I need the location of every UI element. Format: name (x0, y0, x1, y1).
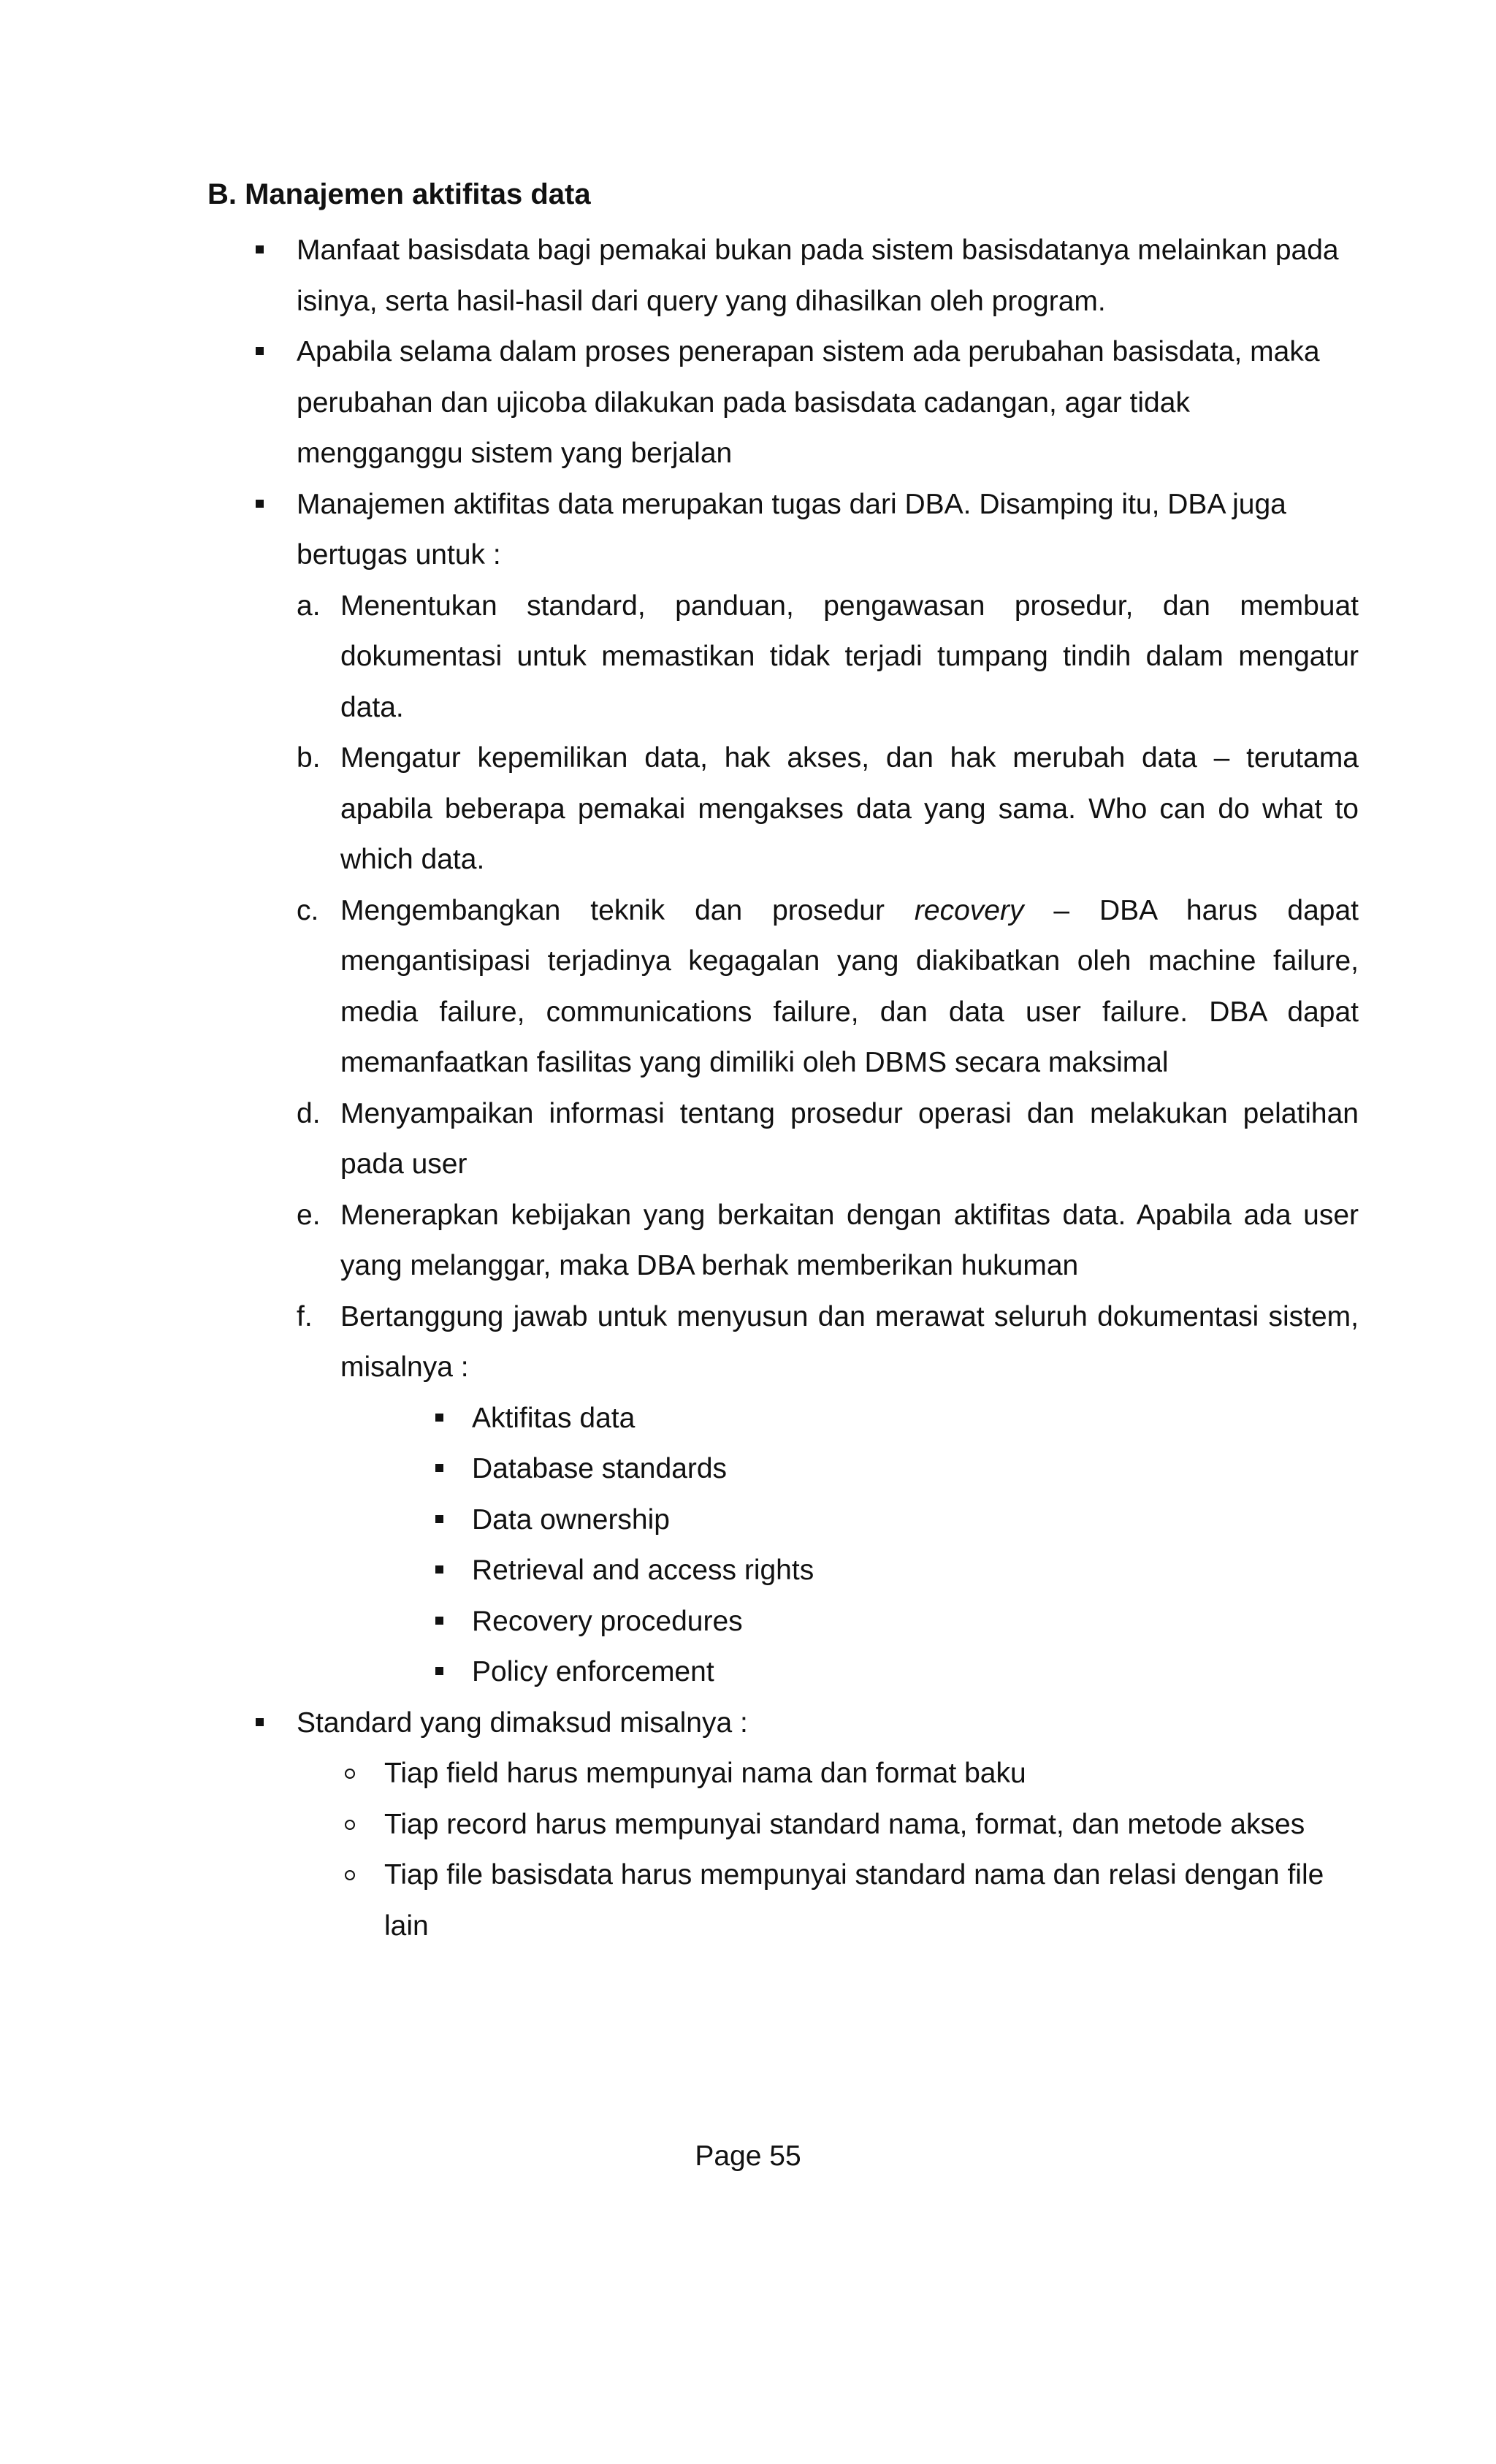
section-content (248, 225, 1359, 1951)
task-item-b (297, 733, 1359, 885)
standards-list (297, 1748, 1359, 1951)
circle-bullet-icon (345, 1870, 355, 1880)
doc-item-text: Policy enforcement (472, 1656, 714, 1687)
task-text (340, 895, 1359, 1079)
section-heading: B. Manajemen aktifitas data (207, 178, 591, 210)
task-text: Menerapkan kebijakan yang berkaitan dengan aktifitas data. Apabila ada user yang melanggar, maka DBA berhak memberikan hukuman (340, 1199, 1359, 1281)
list-item (340, 1545, 1359, 1596)
standard-text: Tiap record harus mempunyai standard nama, format, dan metode akses (384, 1808, 1305, 1840)
bullet-text: Manajemen aktifitas data merupakan tugas dari DBA. Disamping itu, DBA juga bertugas untuk : (297, 488, 1286, 571)
task-letter: e. (297, 1199, 321, 1231)
list-item (248, 479, 1359, 1698)
bullet-text: Standard yang dimaksud misalnya : (297, 1706, 748, 1739)
square-bullet-icon (435, 1617, 443, 1625)
task-letter: d. (297, 1097, 321, 1129)
doc-item-text: Aktifitas data (472, 1402, 636, 1434)
task-text-after: – DBA harus dapat mengantisipasi terjadinya kegagalan yang diakibatkan oleh machine failure, media failure, communications failure, dan data user failure. DBA dapat memanfaatkan fasilitas yang dimiliki oleh DBMS secara maksimal (340, 894, 1359, 1078)
standard-text: Tiap field harus mempunyai nama dan format baku (384, 1758, 1026, 1789)
task-text-before: Mengembangkan teknik dan prosedur (340, 894, 915, 926)
task-text: Menentukan standard, panduan, pengawasan prosedur, dan membuat dokumentasi untuk memastikan tidak terjadi tumpang tindih dalam mengatur data. (340, 590, 1359, 723)
standard-text: Tiap file basisdata harus mempunyai standard nama dan relasi dengan file lain (384, 1859, 1324, 1942)
bullet-text: Apabila selama dalam proses penerapan sistem ada perubahan basisdata, maka perubahan dan ujicoba dilakukan pada basisdata cadangan, agar tidak mengganggu sistem yang berjalan (297, 336, 1320, 469)
list-item (297, 1748, 1359, 1799)
page-number: Page 55 (695, 2140, 801, 2172)
list-item (340, 1495, 1359, 1546)
task-text-italic: recovery (914, 894, 1024, 926)
doc-item-text: Database standards (472, 1453, 728, 1484)
square-bullet-icon (435, 1464, 443, 1472)
task-letter: c. (297, 894, 319, 926)
list-item (297, 1850, 1359, 1951)
list-item (248, 327, 1359, 479)
square-bullet-icon (435, 1414, 443, 1422)
square-bullet-icon (256, 245, 264, 253)
documentation-list (340, 1393, 1359, 1698)
square-bullet-icon (435, 1565, 443, 1574)
circle-bullet-icon (345, 1769, 355, 1779)
bullet-text: Manfaat basisdata bagi pemakai bukan pada sistem basisdatanya melainkan pada isinya, serta hasil-hasil dari query yang dihasilkan oleh program. (297, 234, 1339, 317)
task-letter: f. (297, 1300, 313, 1332)
list-item (340, 1393, 1359, 1444)
list-item (340, 1596, 1359, 1647)
task-text: Bertanggung jawab untuk menyusun dan merawat seluruh dokumentasi sistem, misalnya : (340, 1300, 1359, 1383)
task-item-c (297, 885, 1359, 1088)
list-item (248, 1698, 1359, 1952)
task-item-e (297, 1190, 1359, 1292)
doc-item-text: Retrieval and access rights (472, 1555, 814, 1586)
square-bullet-icon (435, 1515, 443, 1523)
task-letter: b. (297, 742, 321, 774)
list-item (340, 1443, 1359, 1495)
square-bullet-icon (256, 347, 264, 355)
square-bullet-icon (256, 500, 264, 508)
doc-item-text: Data ownership (472, 1503, 670, 1536)
list-item (248, 225, 1359, 327)
task-item-a (297, 581, 1359, 733)
task-letter: a. (297, 590, 321, 622)
list-item (340, 1647, 1359, 1698)
circle-bullet-icon (345, 1820, 355, 1830)
doc-item-text: Recovery procedures (472, 1605, 743, 1637)
dba-task-list (297, 581, 1359, 1698)
list-item (297, 1799, 1359, 1850)
main-bullet-list (248, 225, 1359, 1951)
task-text: Menyampaikan informasi tentang prosedur operasi dan melakukan pelatihan pada user (340, 1097, 1359, 1180)
task-item-d (297, 1088, 1359, 1190)
square-bullet-icon (256, 1718, 264, 1726)
square-bullet-icon (435, 1667, 443, 1675)
task-item-f (297, 1292, 1359, 1698)
task-text: Mengatur kepemilikan data, hak akses, dan hak merubah data – terutama apabila beberapa pemakai mengakses data yang sama. Who can do what to which data. (340, 742, 1359, 875)
